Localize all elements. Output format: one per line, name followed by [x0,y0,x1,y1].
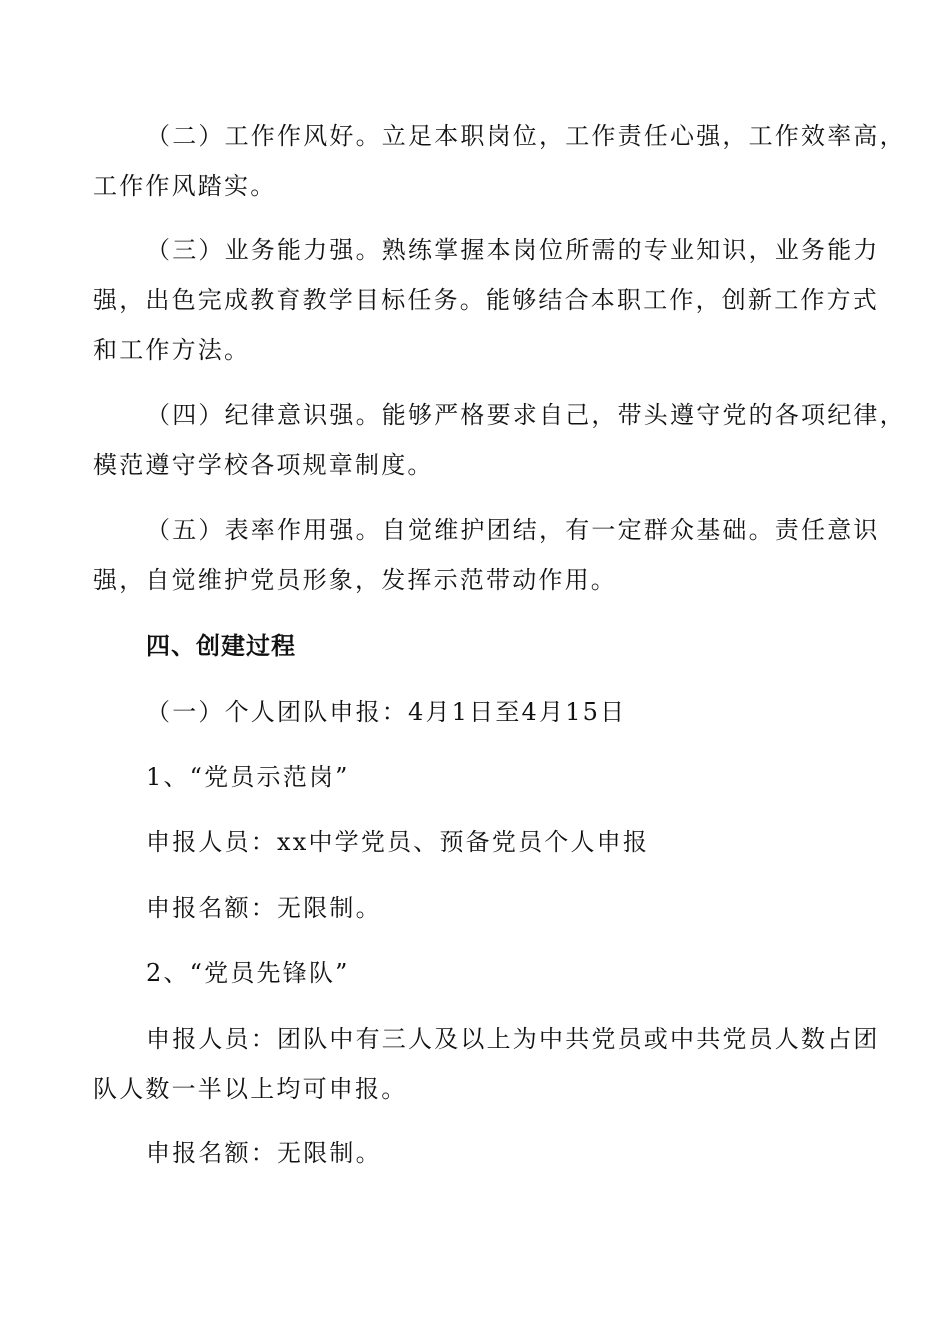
paragraph-role-model-line-1: （五）表率作用强。自觉维护团结，有一定群众基础。责任意识 [146,516,880,544]
item-2-title: 2、“党员先锋队” [146,959,350,987]
paragraph-role-model-line-2: 强，自觉维护党员形象，发挥示范带动作用。 [93,566,617,594]
section-heading: 四、创建过程 [146,632,296,660]
item-1-title: 1、“党员示范岗” [146,763,350,791]
subsection-application-period: （一）个人团队申报：4月1日至4月15日 [146,698,627,726]
paragraph-work-style-line-1: （二）工作作风好。立足本职岗位，工作责任心强，工作效率高， [146,122,906,150]
item-2-applicants-line-2: 队人数一半以上均可申报。 [93,1075,408,1103]
paragraph-discipline-line-1: （四）纪律意识强。能够严格要求自己，带头遵守党的各项纪律， [146,401,906,429]
paragraph-work-style-line-2: 工作作风踏实。 [93,172,277,200]
paragraph-discipline-line-2: 模范遵守学校各项规章制度。 [93,451,434,479]
item-1-applicants: 申报人员：xx中学党员、预备党员个人申报 [146,828,650,856]
item-2-applicants-line-1: 申报人员：团队中有三人及以上为中共党员或中共党员人数占团 [146,1025,880,1053]
item-1-quota: 申报名额：无限制。 [146,894,382,922]
item-2-quota: 申报名额：无限制。 [146,1139,382,1167]
paragraph-ability-line-1: （三）业务能力强。熟练掌握本岗位所需的专业知识，业务能力 [146,236,880,264]
paragraph-ability-line-3: 和工作方法。 [93,336,251,364]
paragraph-ability-line-2: 强，出色完成教育教学目标任务。能够结合本职工作，创新工作方式 [93,286,879,314]
